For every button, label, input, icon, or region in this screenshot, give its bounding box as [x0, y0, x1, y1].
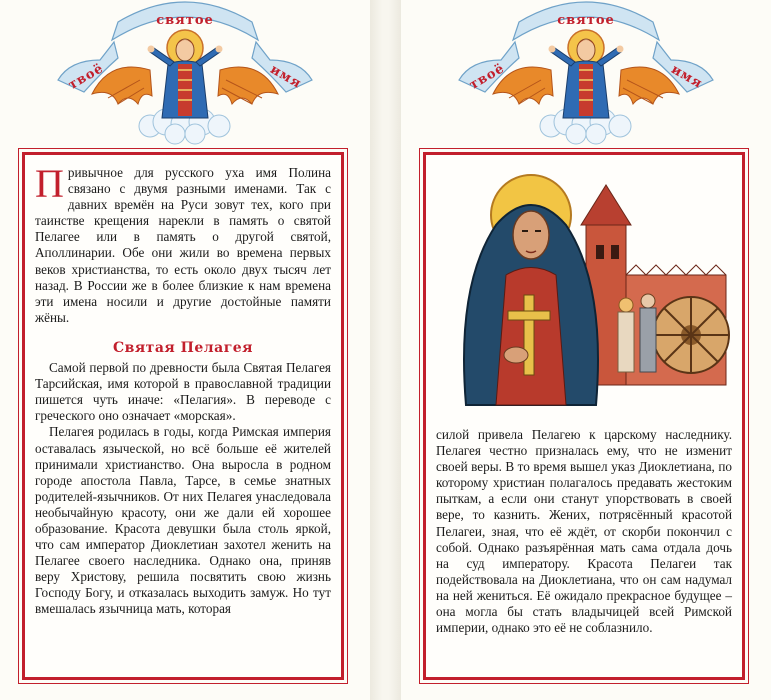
left-text-body: [35, 161, 331, 618]
right-page: [401, 0, 771, 700]
ribbon-right-text: имя: [267, 62, 305, 92]
drop-cap: П: [35, 161, 64, 206]
paragraph-2: Пелагея родилась в годы, когда Римская империя оставалась языческой, но всё больше её жителей принимали христианство. Она выросла в родном городе апостола Павла, Тарсе, в семье знатных родителей-язычников. От них Пелагея унаследовала необычайную красоту, они же дали ей хорошее образование. Красота девушки была столь яркой, что сам император Диоклетиан захотел женить на Пелагее своего наследника. Однако она, приняв веру Христову, решила посвятить свою жизнь Господу Богу, и отказалась выходить замуж. Но тут вмешалась язычница мать, которая: [35, 424, 331, 617]
text-frame: [22, 152, 344, 680]
saint-pelagia-icon-illustration: [436, 165, 736, 425]
ribbon-right-text: имя: [668, 62, 706, 92]
ribbon-top-text: святое: [156, 13, 214, 28]
intro-text: ривычное для русского уха имя Полина связано с двумя разными именами. Так с давних времён на Руси зовут тех, кого при таинстве крещения нарекли в память о святой Пелагее или в память о другой святой, Аполлинарии. Обе они жили во времена первых веков христианства, то есть около двух тысяч лет назад. В России же в более близкие к нам времена эти имена носили и другие достойные памяти жёны.: [35, 165, 331, 325]
book-gutter: [370, 0, 401, 700]
angel-header-illustration: [0, 0, 370, 150]
angel-header-illustration-right: [401, 0, 771, 150]
left-page: [0, 0, 370, 700]
text-frame-right: [423, 152, 745, 680]
right-text-body: [436, 427, 732, 636]
intro-paragraph: [35, 161, 331, 326]
ribbon-left-text: твоё: [66, 60, 107, 93]
paragraph-1: Самой первой по древности была Святая Пелагея Тарсийская, имя которой в православной традиции пишется чуть иначе: «Пелагия». В переводе с греческого оно означает «морская».: [35, 360, 331, 424]
section-heading: Святая Пелагея: [112, 339, 254, 356]
ribbon-left-text: твоё: [467, 60, 508, 93]
ribbon-top-text: святое: [557, 13, 615, 28]
right-paragraph: силой привела Пелагею к царскому наследнику. Пелагея честно призналась ему, что не изменит своей веры. В то время вышел указ Диоклетиана, по которому христиан полагалось предавать жестоким пыткам, а если они станут упорствовать в своей вере, то казнить. Жених, потрясённый красотой Пелагеи, зная, что её ждёт, от скорби покончил с собой. Однако разъярённая мать сама отдала дочь на суд императору. Красота Пелагеи так подействовала на Диоклетиана, что он сам надумал на ней жениться. Её ожидало прекрасное будущее – она могла бы стать владычицей всей Римской империи, однако это её не соблазнило.: [436, 427, 732, 636]
